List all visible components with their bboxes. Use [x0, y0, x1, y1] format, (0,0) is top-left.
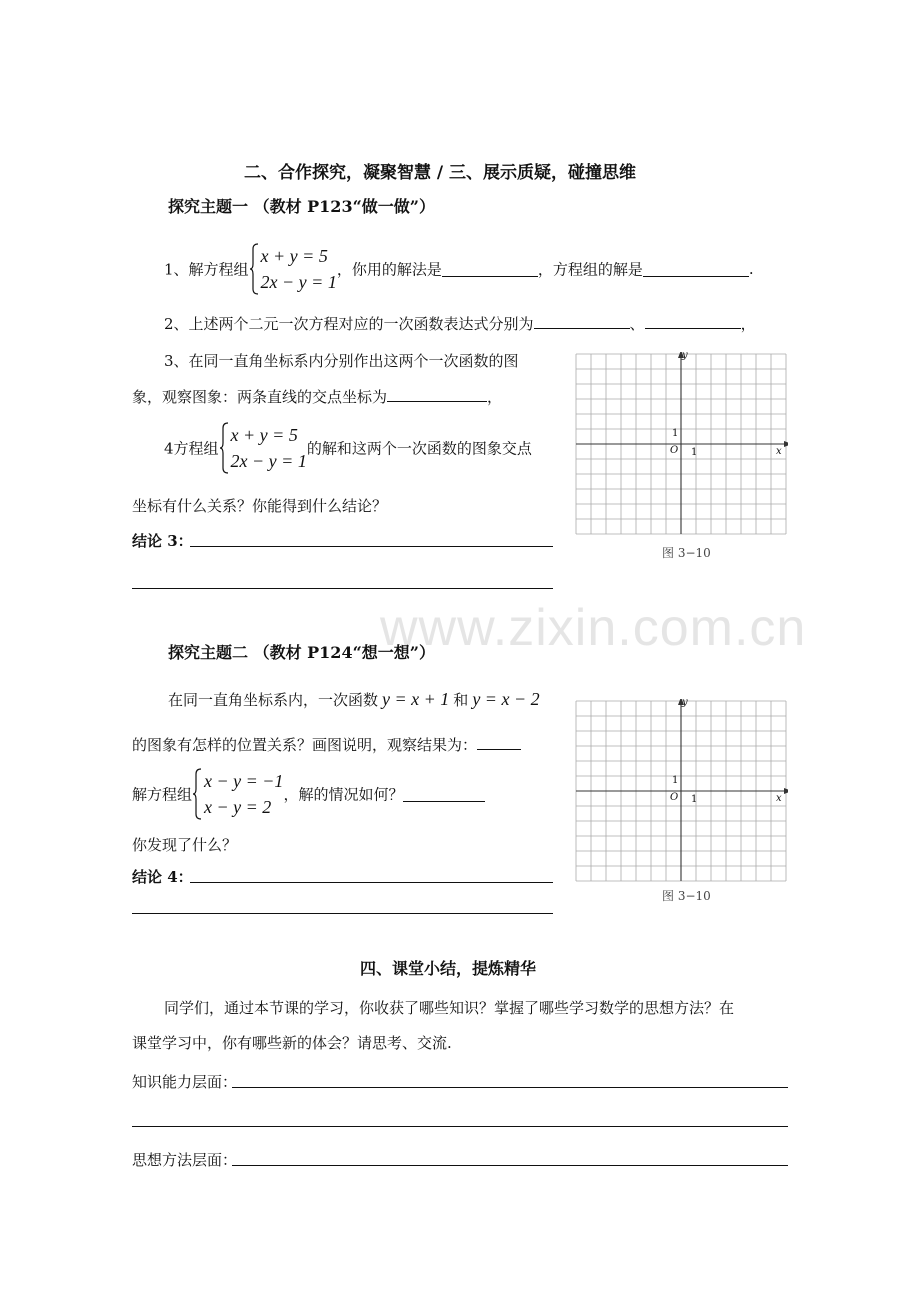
- grid1-y-one: 1: [672, 428, 679, 439]
- q3-end: ，: [487, 388, 503, 406]
- p1-f2: y = x − 2: [472, 689, 540, 709]
- q3-line2-wrap: [132, 386, 502, 407]
- q4-line2: 坐标有什么关系？你能得到什么结论？: [132, 497, 388, 515]
- p2-text: 的图象有怎样的位置关系？画图说明，观察结果为：: [132, 736, 478, 754]
- summary-title: 四、课堂小结，提炼精华: [360, 959, 537, 978]
- q3-blank[interactable]: [387, 387, 487, 402]
- p3-suffix: ，解的情况如何？: [283, 785, 404, 804]
- x-axis-arrow-icon: [784, 441, 788, 447]
- grid1-y-label: y: [682, 350, 688, 361]
- grid1-origin-label: O: [670, 445, 679, 456]
- field-knowledge-line-2[interactable]: [132, 1126, 788, 1127]
- p1-and: 和: [453, 691, 469, 709]
- q1-mid: ，你用的解法是: [336, 260, 442, 279]
- topic2-p3: [132, 768, 485, 820]
- grid2-x-one: 1: [691, 794, 698, 805]
- q3-line2: 象，观察图象：两条直线的交点坐标为: [132, 388, 388, 406]
- section-title: 二、合作探究，凝聚智慧 / 三、展示质疑，碰撞思维: [244, 163, 637, 183]
- p3-prefix: 解方程组: [132, 785, 193, 804]
- brace-icon: [219, 422, 229, 474]
- p3-system: [192, 768, 283, 820]
- conclusion4-line-2[interactable]: [132, 913, 553, 914]
- x-axis-arrow-icon: [784, 788, 788, 794]
- p3-eq2: x − y = 2: [204, 797, 272, 817]
- grid-1-svg: [574, 352, 788, 540]
- field-knowledge-line-1[interactable]: [232, 1087, 788, 1088]
- conclusion3-line-2[interactable]: [132, 588, 553, 589]
- q4-eq1: x + y = 5: [230, 425, 298, 445]
- grid1-caption: 图 3−10: [662, 546, 711, 560]
- conclusion3-label: 结论 3：: [132, 532, 193, 550]
- grid-2-svg: [574, 699, 788, 887]
- topic1-q4: [164, 422, 532, 474]
- summary-p2: 课堂学习中，你有哪些新的体会？请思考、交流.: [132, 1034, 452, 1052]
- field-method-line-1[interactable]: [232, 1165, 788, 1166]
- q1-mid2: ，方程组的解是: [537, 260, 643, 279]
- q1-eq1: x + y = 5: [260, 246, 328, 266]
- grid1-x-label: x: [776, 446, 782, 457]
- topic2-p4: 你发现了什么？: [132, 836, 238, 854]
- p3-blank[interactable]: [403, 787, 485, 802]
- summary-p1: 同学们，通过本节课的学习，你收获了哪些知识？掌握了哪些学习数学的思想方法？在: [164, 999, 735, 1017]
- q1-prefix: 1、解方程组: [164, 260, 249, 279]
- q2-blank-1[interactable]: [534, 314, 630, 329]
- q4-system: [219, 422, 307, 474]
- coordinate-grid-2: [574, 697, 788, 903]
- grid1-x-one: 1: [691, 447, 698, 458]
- topic2-title: 探究主题二 （教材 P124“想一想”）: [168, 643, 435, 662]
- brace-icon: [192, 768, 202, 820]
- q2-blank-2[interactable]: [645, 314, 741, 329]
- conclusion4-line-1[interactable]: [190, 882, 553, 883]
- coordinate-grid-1: [574, 350, 788, 560]
- watermark: www.zixin.com.cn: [380, 599, 807, 657]
- q1-end: .: [748, 260, 754, 278]
- p1-f1: y = x + 1: [382, 689, 450, 709]
- conclusion4-label: 结论 4：: [132, 868, 193, 886]
- p3-eq1: x − y = −1: [204, 771, 284, 791]
- q4-eq2: 2x − y = 1: [230, 451, 307, 471]
- q1-solution-blank[interactable]: [643, 262, 749, 277]
- q1-method-blank[interactable]: [442, 262, 538, 277]
- grid2-x-label: x: [776, 793, 782, 804]
- p1-a: 在同一直角坐标系内，一次函数: [168, 691, 379, 709]
- q4-prefix: 4方程组: [164, 439, 219, 458]
- field-method-label: 思想方法层面：: [132, 1151, 238, 1169]
- grid2-caption: 图 3−10: [662, 889, 711, 903]
- topic2-p2: [132, 734, 521, 755]
- topic1-q2: [164, 313, 756, 334]
- q2-sep: 、: [629, 315, 645, 333]
- grid2-y-label: y: [682, 697, 688, 708]
- q3-line1: 3、在同一直角坐标系内分别作出这两个一次函数的图: [164, 352, 519, 370]
- grid2-y-one: 1: [672, 775, 679, 786]
- q1-system: [249, 243, 337, 295]
- q4-suffix: 的解和这两个一次函数的图象交点: [306, 439, 532, 458]
- brace-icon: [249, 243, 259, 295]
- field-knowledge-label: 知识能力层面：: [132, 1073, 238, 1091]
- conclusion3-line-1[interactable]: [190, 546, 553, 547]
- q2-text: 2、上述两个二元一次方程对应的一次函数表达式分别为: [164, 315, 534, 333]
- topic1-title: 探究主题一 （教材 P123“做一做”）: [168, 197, 435, 216]
- q2-end: ，: [740, 315, 756, 333]
- topic1-q1: [164, 243, 754, 295]
- p2-blank[interactable]: [477, 735, 521, 750]
- q1-eq2: 2x − y = 1: [260, 272, 337, 292]
- grid2-origin-label: O: [670, 792, 679, 803]
- topic2-p1: [168, 689, 540, 710]
